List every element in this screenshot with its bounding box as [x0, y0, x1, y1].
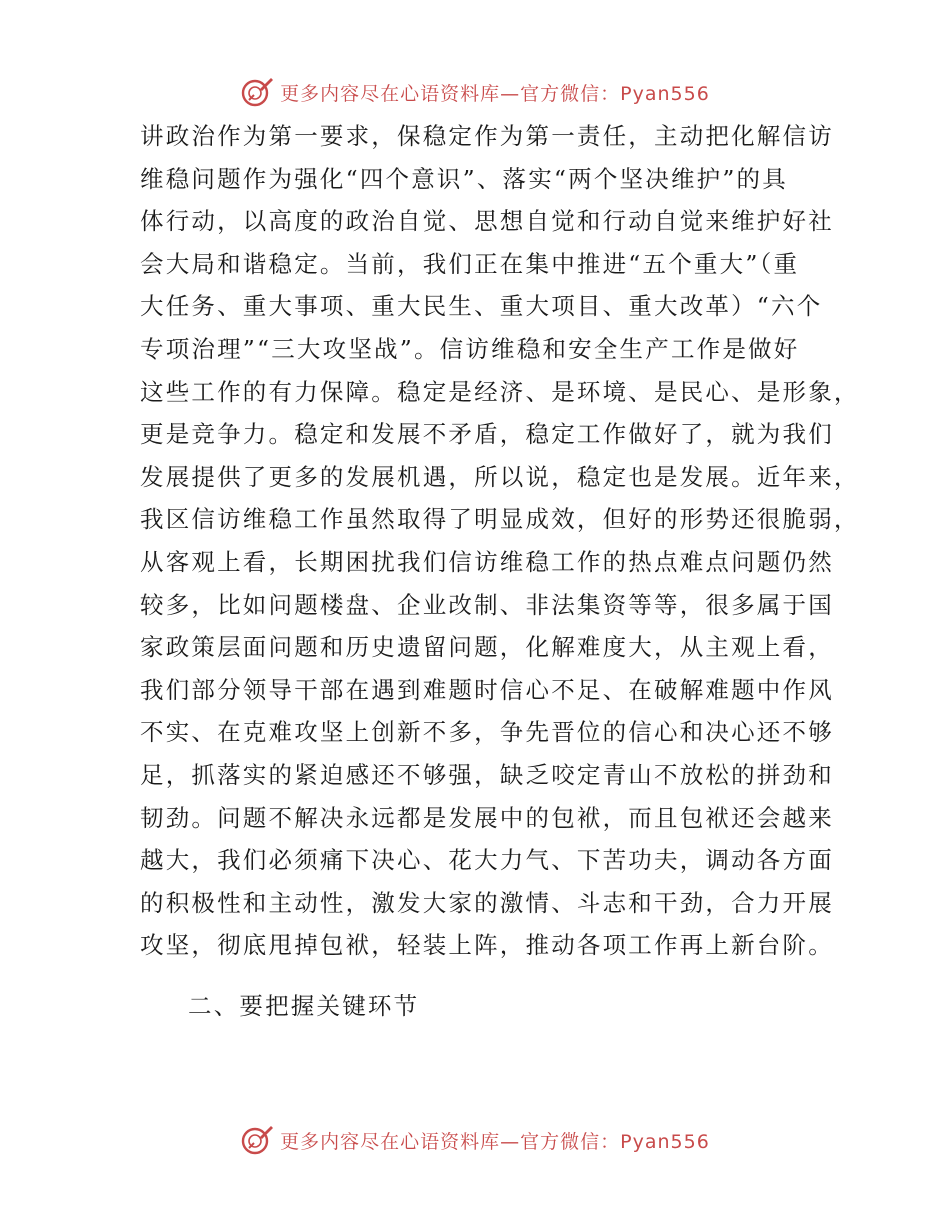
pen-in-circle-logo-icon	[240, 75, 274, 109]
text-line: 不实、在克难攻坚上创新不多，争先晋位的信心和决心还不够	[140, 718, 834, 747]
banner-text: 更多内容尽在心语资料库—官方微信：Pyan556	[280, 1130, 710, 1153]
text-line: 攻坚，彻底甩掉包袱，轻装上阵，推动各项工作再上新台阶。	[140, 931, 834, 960]
text-line: 发展提供了更多的发展机遇，所以说，稳定也是发展。近年来，	[140, 462, 860, 491]
text-line: 足，抓落实的紧迫感还不够强，缺乏咬定青山不放松的拼劲和	[140, 760, 834, 789]
footer-watermark-banner	[0, 1120, 950, 1160]
text-line: 大任务、重大事项、重大民生、重大项目、重大改革）“六个	[140, 292, 823, 321]
text-line: 专项治理”“三大攻坚战”。信访维稳和安全生产工作是做好	[140, 334, 800, 363]
text-line: 我们部分领导干部在遇到难题时信心不足、在破解难题中作风	[140, 675, 834, 704]
header-watermark-banner	[0, 72, 950, 112]
text-line: 较多，比如问题楼盘、企业改制、非法集资等等，很多属于国	[140, 590, 834, 619]
text-line: 这些工作的有力保障。稳定是经济、是环境、是民心、是形象，	[140, 377, 860, 406]
text-line: 从客观上看，长期困扰我们信访维稳工作的热点难点问题仍然	[140, 547, 834, 576]
banner-inner	[240, 1123, 710, 1157]
text-line: 家政策层面问题和历史遗留问题，化解难度大，从主观上看，	[140, 633, 834, 662]
banner-inner	[240, 75, 710, 109]
body-paragraph	[140, 115, 860, 967]
text-line: 的积极性和主动性，激发大家的激情、斗志和干劲，合力开展	[140, 888, 834, 917]
banner-text: 更多内容尽在心语资料库—官方微信：Pyan556	[280, 82, 710, 105]
section-heading: 二、要把握关键环节	[188, 991, 420, 1020]
text-line: 韧劲。问题不解决永远都是发展中的包袱，而且包袱还会越来	[140, 803, 834, 832]
pen-in-circle-logo-icon	[240, 1123, 274, 1157]
document-body	[140, 115, 860, 1027]
text-line: 我区信访维稳工作虽然取得了明显成效，但好的形势还很脆弱，	[140, 505, 860, 534]
text-line: 越大，我们必须痛下决心、花大力气、下苦功夫，调动各方面	[140, 846, 834, 875]
text-line: 会大局和谐稳定。当前，我们正在集中推进“五个重大”（重	[140, 249, 800, 278]
text-line: 讲政治作为第一要求，保稳定作为第一责任，主动把化解信访	[140, 122, 834, 150]
text-line: 体行动，以高度的政治自觉、思想自觉和行动自觉来维护好社	[140, 207, 834, 236]
text-line: 更是竞争力。稳定和发展不矛盾，稳定工作做好了，就为我们	[140, 420, 834, 449]
text-line: 维稳问题作为强化“四个意识”、落实“两个坚决维护”的具	[140, 164, 788, 193]
